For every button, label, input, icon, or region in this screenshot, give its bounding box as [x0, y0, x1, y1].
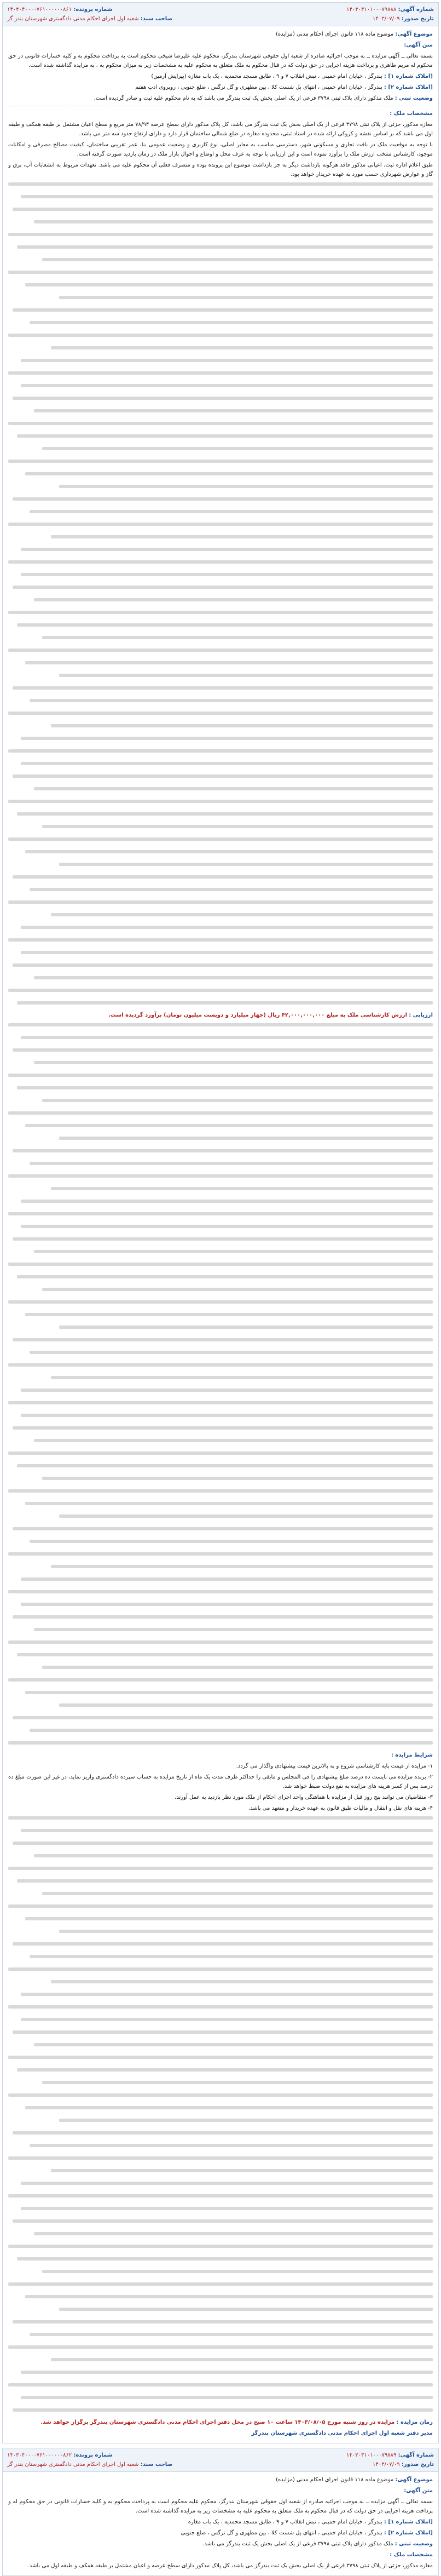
text-line [8, 1514, 433, 1524]
text-line [8, 1263, 433, 1272]
text-line [8, 1300, 433, 1310]
text-line [8, 1023, 433, 1032]
text-line [8, 2371, 433, 2380]
text-line [8, 774, 433, 784]
text-line [8, 510, 433, 519]
text-line [8, 535, 433, 544]
text-line [8, 2219, 433, 2229]
desc-title-line [8, 109, 433, 118]
footer-text: مدیر دفتر شعبه اول اجرای احکام مدنی دادگستری شهرستان بندرگز [251, 2430, 433, 2436]
text-line [8, 1048, 433, 1058]
text-line [8, 1426, 433, 1436]
text-line [8, 2282, 433, 2292]
text-line [8, 1942, 433, 1952]
subject-title: موضوع آگهی: [395, 31, 433, 37]
status-title: وضعیت ثبتی : [394, 95, 433, 101]
text-line [8, 1250, 433, 1259]
text-line [8, 308, 433, 318]
parcel1-line [8, 2517, 433, 2527]
text-line [8, 749, 433, 759]
text-line [8, 863, 433, 872]
text-line [8, 2131, 433, 2141]
parcel2-title: [املاک شماره ۲] : [384, 2530, 433, 2536]
text-line [8, 422, 433, 431]
rule-item: ۲- برنده مزایده می بایست ده درصد مبلغ پیشنهادی را فی المجلس و مابقی را حداکثر ظرف مدت یک ماه از تاریخ مزایده به حساب سپرده دادگستری واریز نماید، در غیر این صورت مبلغ ده درصد پس از کسر هزینه های مزایده به نفع دولت ضبط خواهد شد. [8, 1774, 433, 1789]
text-line [8, 1729, 433, 1738]
text-line [8, 2308, 433, 2317]
text-line [8, 2106, 433, 2115]
text-line [8, 1001, 433, 1011]
text-line [8, 1666, 433, 1675]
text-line [8, 1225, 433, 1234]
text-line [8, 951, 433, 960]
text-line [8, 1892, 433, 1901]
text-line [8, 611, 433, 620]
text-line [8, 397, 433, 406]
desc-title: مشخصات ملک : [390, 111, 433, 117]
text-line [8, 2005, 433, 2015]
parcel2-title: [املاک شماره ۲] : [384, 84, 433, 90]
parcel2-line [8, 2528, 433, 2538]
parcel2-address: بندرگز ، خیابان امام خمینی ، انتهای پل شست کلا ، بین مطهری و گل نرگس ، ضلع جنوبی ، روبروی ادب هفتم [135, 84, 382, 90]
text-line [8, 2068, 433, 2078]
text-line [8, 1967, 433, 1977]
text-line [8, 2408, 433, 2418]
text-line [8, 712, 433, 721]
text-line [8, 497, 433, 507]
text-line [8, 1212, 433, 1221]
body-title-line [8, 2486, 433, 2495]
text-line [8, 1149, 433, 1158]
file-block [7, 5, 112, 14]
text-line [8, 2358, 433, 2367]
text-line [8, 2396, 433, 2405]
text-line [8, 1137, 433, 1146]
file-label: شماره پرونده: [73, 7, 113, 13]
time-text: مزایده در روز شنبه مورخ ۱۴۰۳/۰۸/۰۵ ساعت ۱۰ صبح در محل دفتر اجرای احکام مدنی دادگستری شهرستان بندرگز برگزار خواهد شد. [40, 2419, 395, 2425]
text-line [8, 1741, 433, 1751]
text-line [8, 724, 433, 733]
notice-header [3, 3, 438, 26]
text-line [8, 1904, 433, 1914]
text-line [8, 1036, 433, 1045]
text-line [8, 1854, 433, 1863]
text-line [8, 674, 433, 683]
text-line [8, 913, 433, 922]
seq-block [346, 5, 434, 14]
text-line [8, 371, 433, 381]
page [0, 2, 441, 2569]
notice-header [3, 2448, 438, 2472]
text-line [8, 1326, 433, 1335]
body-text-block [8, 182, 433, 1011]
subject-text: موضوع ماده ۱۱۸ قانون اجرای احکام مدنی (مزایده) [276, 2477, 394, 2483]
text-line [8, 1237, 433, 1247]
text-line [8, 1879, 433, 1889]
text-line [8, 1124, 433, 1133]
desc-title-line [8, 2550, 433, 2560]
office-value: شعبه اول اجرای احکام مدنی دادگستری شهرستان بندر گز [7, 2462, 139, 2468]
text-line [8, 1703, 433, 1713]
text-line [8, 1389, 433, 1398]
text-line [8, 1930, 433, 1939]
text-line [8, 1376, 433, 1385]
text-line [8, 283, 433, 292]
text-line [8, 1414, 433, 1423]
text-line [8, 233, 433, 242]
seq-label: شماره آگهی: [398, 7, 434, 13]
text-line [8, 2093, 433, 2103]
text-line [8, 359, 433, 368]
text-line [8, 888, 433, 897]
intro-paragraph: بسمه تعالی ــ آگهی مزایده ــ به موجب اجرائیه صادره از شعبه اول حقوقی شهرستان بندرگز، محکوم علیه محکوم است به پرداخت محکوم به و کلیه خسارات قانونی در حق محکوم له و پرداخت هزینه اجرایی در حق دولت که در قبال محکوم به ملک متعلق به محکوم علیه به مشخصات زیر به مزایده گذاشته شده است. [8, 2499, 433, 2514]
text-line [8, 1678, 433, 1688]
text-line [8, 1174, 433, 1184]
text-line [8, 1162, 433, 1171]
text-line [8, 926, 433, 935]
text-line [8, 1086, 433, 1095]
file-label: شماره پرونده: [73, 2452, 113, 2458]
text-line [8, 2320, 433, 2330]
text-line [8, 2232, 433, 2241]
text-line [8, 208, 433, 217]
text-line [8, 1603, 433, 1612]
footer-line [8, 2429, 433, 2438]
intro-paragraph: بسمه تعالی ــ آگهی مزایده ــ به موجب اجرائیه صادره از شعبه اول حقوقی شهرستان بندرگز، محکوم علیه علیرضا شیخی محکوم است به پرداخت محکوم به و کلیه خسارات قانونی در حق محکوم له مریم طاهری و پرداخت هزینه اجرایی در حق دولت که در قبال محکوم به ملک متعلق به محکوم علیه به مشخصات زیر به میزان محکوم به ، به مزایده گذاشته شده است. [8, 53, 433, 68]
text-line [8, 1477, 433, 1486]
text-line [8, 2207, 433, 2216]
text-line [8, 963, 433, 973]
header-row-seq [7, 2451, 434, 2460]
text-line [8, 1577, 433, 1587]
text-line [8, 1288, 433, 1297]
text-line [8, 2295, 433, 2304]
price-text: ارزش کارشناسی ملک به مبلغ ۴۲,۰۰۰,۰۰۰,۰۰۰ ریال (چهار میلیارد و دویست میلیون تومان) برآورد گردیده است. [108, 1012, 407, 1018]
header-row-seq [7, 5, 434, 14]
text-line [8, 1074, 433, 1083]
text-line [8, 875, 433, 885]
text-line [8, 737, 433, 746]
text-line [8, 825, 433, 834]
office-block [7, 2460, 172, 2469]
text-line [8, 1829, 433, 1838]
notice-body [3, 2472, 438, 2575]
status-text: ملک مذکور دارای پلاک ثبتی ۳۷۹۸ فرعی از یک اصلی بخش یک ثبت بندرگز می باشد که به نام محکوم علیه ثبت و صادر گردیده است. [94, 95, 393, 101]
text-line [8, 762, 433, 771]
text-line [8, 573, 433, 582]
desc-paragraph-3: طبق اعلام اداره ثبت، اعیانی مذکور فاقد هرگونه بازداشت دیگر به جز بازداشت موضوع این پرونده بوده و متصرف فعلی آن محکوم علیه می باشد. تعهدات مربوط به انشعابات آب، برق و گاز و عوارض شهرداری حسب مورد به عهده خریدار خواهد بود. [8, 162, 433, 177]
parcel1-title: [املاک شماره ۱] : [384, 73, 433, 79]
text-line [8, 2194, 433, 2204]
status-title: وضعیت ثبتی : [394, 2541, 433, 2547]
text-line [8, 812, 433, 822]
text-line [8, 523, 433, 532]
header-row-office [7, 2460, 434, 2469]
body-title: متن آگهی: [404, 42, 433, 48]
text-line [8, 800, 433, 809]
header-row-office [7, 14, 434, 24]
body-title-line [8, 41, 433, 50]
text-line [8, 2333, 433, 2342]
subject-text: موضوع ماده ۱۱۸ قانون اجرای احکام مدنی (مزایده) [276, 31, 394, 37]
text-line [8, 1439, 433, 1448]
text-line [8, 1716, 433, 1725]
text-line [8, 2018, 433, 2027]
body-title: متن آگهی: [404, 2488, 433, 2494]
text-line [8, 1628, 433, 1637]
text-line [8, 334, 433, 343]
text-line [8, 686, 433, 696]
text-line [8, 598, 433, 607]
office-value: شعبه اول اجرای احکام مدنی دادگستری شهرستان بندر گز [7, 16, 139, 22]
text-line [8, 1464, 433, 1473]
price-line [8, 1011, 433, 1020]
text-line [8, 1099, 433, 1108]
desc-paragraph-2: با توجه به موقعیت ملک در بافت تجاری و مسکونی شهر، دسترسی مناسب به معابر اصلی، نوع کاربری و وضعیت عمومی بنا، عمر تقریبی ساختمان، کیفیت مصالح مصرفی و امکانات موجود، کارشناس منتخب ارزش ملک را برآورد نموده است و این ارزیابی با توجه به عرف محل و اوضاع و احوال بازار ملک در زمان بازدید صورت گرفته است. [8, 142, 433, 157]
rules-title-line [8, 1751, 433, 1760]
text-line [8, 2081, 433, 2090]
text-line [8, 1640, 433, 1650]
text-line [8, 2043, 433, 2052]
date-value: ۱۴۰۳/۰۷/۰۹ [372, 2462, 400, 2468]
status-text: ملک مذکور دارای پلاک ثبتی ۳۷۹۸ فرعی از یک اصلی بخش یک ثبت بندرگز می باشد. [202, 2541, 393, 2547]
text-line [8, 2169, 433, 2178]
date-label: تاریخ صدور: [401, 16, 434, 22]
text-line [8, 1841, 433, 1851]
text-line [8, 1401, 433, 1410]
text-line [8, 1615, 433, 1625]
text-line [8, 1489, 433, 1499]
text-line [8, 1955, 433, 1964]
text-line [8, 1565, 433, 1574]
text-line [8, 346, 433, 355]
text-line [8, 2270, 433, 2279]
text-line [8, 271, 433, 280]
seq-value: ۱۴۰۳۰۳۱۰۱۰۰۰۷۹۸۸۹ [346, 2452, 397, 2458]
notice-body [3, 26, 438, 2443]
subject-title: موضوع آگهی: [395, 2477, 433, 2483]
text-line [8, 472, 433, 481]
text-line [8, 485, 433, 494]
status-line [8, 94, 433, 103]
notice-card [2, 2448, 439, 2576]
text-line [8, 623, 433, 633]
file-value: ۱۴۰۳۰۴۰۰۰۰۷۶۱۰۰۰۰۰۰۸۶۲ [7, 2452, 72, 2458]
text-line [8, 560, 433, 570]
desc-paragraph-1: مغازه مذکور، جزئی از پلاک ثبتی ۳۷۹۸ فرعی از یک اصلی بخش یک ثبت بندرگز می باشد، کل پلاک مذکور دارای سطح عرصه و اعیان مشتمل بر طبقه همکف و طبقه اول می باشد. [27, 2563, 433, 2569]
text-line [8, 989, 433, 998]
text-line [8, 2257, 433, 2267]
text-line [8, 409, 433, 418]
date-label: تاریخ صدور: [401, 2462, 434, 2468]
time-line [8, 2418, 433, 2427]
text-line [8, 2144, 433, 2153]
date-value: ۱۴۰۳/۰۷/۰۹ [372, 16, 400, 22]
text-line [8, 1187, 433, 1196]
text-line [8, 900, 433, 910]
text-line [8, 1061, 433, 1070]
text-line [8, 649, 433, 658]
text-line [8, 1980, 433, 1989]
text-line [8, 1816, 433, 1826]
parcel1-address: بندرگز ، خیابان امام خمینی ، نبش انقلاب ۷ و ۹ ، طابق مسجد محمدیه ، یک باب مغازه [188, 2519, 382, 2525]
rule-item: ۱- مزایده از قیمت پایه کارشناسی شروع و به بالاترین قیمت پیشنهادی واگذار می گردد. [236, 1763, 433, 1769]
text-line [8, 636, 433, 645]
text-line [8, 384, 433, 393]
text-line [8, 586, 433, 595]
text-line [8, 548, 433, 557]
text-line [8, 220, 433, 230]
text-line [8, 1691, 433, 1700]
date-block [373, 2460, 434, 2469]
text-line [8, 182, 433, 192]
text-line [8, 1552, 433, 1562]
text-line [8, 1111, 433, 1121]
text-line [8, 195, 433, 204]
parcel1-address: بندرگز ، خیابان امام خمینی ، نبش انقلاب ۷ و ۹ ، طابق مسجد محمدیه ، یک باب مغازه (پیرایش آرمین) [151, 73, 382, 79]
text-line [8, 837, 433, 847]
text-line [8, 699, 433, 708]
office-label: صاحب سند: [140, 2462, 173, 2468]
text-line [8, 1993, 433, 2002]
desc-paragraph-1: مغازه مذکور، جزئی از پلاک ثبتی ۳۷۹۸ فرعی از یک اصلی بخش یک ثبت بندرگز می باشد، کل پلاک مذکور دارای سطح عرصه ۷۸/۹۳ متر مربع و سطح اعیان مشتمل بر طبقه همکف و طبقه اول می باشد که بر اساس نقشه و کروکی ارائه شده در اسناد ثبتی، محدوده مغازه در ضلع شمالی ساختمان قرار دارد و دارای ارتفاع حدود سه متر می باشد. [8, 122, 433, 137]
file-value: ۱۴۰۳۰۴۰۰۰۰۷۶۱۰۰۰۰۰۰۸۶۱ [7, 7, 72, 13]
text-line [8, 1338, 433, 1347]
text-line [8, 1502, 433, 1511]
text-line [8, 976, 433, 985]
text-line [8, 2119, 433, 2128]
text-line [8, 1363, 433, 1373]
text-line [8, 1540, 433, 1549]
text-line [8, 1451, 433, 1461]
text-line [8, 2245, 433, 2254]
time-title: زمان مزایده : [396, 2419, 433, 2425]
text-line [8, 1867, 433, 1876]
text-line [8, 661, 433, 670]
text-line [8, 245, 433, 255]
text-line [8, 1313, 433, 1322]
office-block [7, 14, 172, 24]
text-line [8, 1351, 433, 1360]
notice-card [2, 2, 439, 2443]
date-block [373, 14, 434, 24]
text-line [8, 1590, 433, 1599]
file-block [7, 2451, 112, 2460]
parcel2-line [8, 83, 433, 92]
text-line [8, 434, 433, 444]
text-line [8, 1275, 433, 1284]
text-line [8, 850, 433, 859]
text-line [8, 938, 433, 948]
text-line [8, 460, 433, 469]
text-line [8, 2182, 433, 2191]
rule-item: ۳- متقاضیان می توانند پنج روز قبل از مزایده با هماهنگی واحد اجرای احکام از ملک مورد نظر بازدید به عمل آورند. [175, 1794, 433, 1800]
office-label: صاحب سند: [140, 16, 173, 22]
text-line [8, 1653, 433, 1662]
text-line [8, 1527, 433, 1536]
subject-line [8, 30, 433, 39]
text-line [8, 447, 433, 456]
seq-block [346, 2451, 434, 2460]
status-line [8, 2539, 433, 2549]
rule-item: ۴- هزینه های نقل و انتقال و مالیات طبق قانون به عهده خریدار و متعهد می باشد. [248, 1805, 433, 1811]
desc-title: مشخصات ملک : [390, 2552, 433, 2558]
text-line [8, 2156, 433, 2166]
parcel1-title: [املاک شماره ۱] : [384, 2519, 433, 2525]
price-title: ارزیابی : [409, 1012, 433, 1018]
seq-value: ۱۴۰۳۰۳۱۰۱۰۰۰۷۹۸۸۸ [346, 7, 397, 13]
text-line [8, 2345, 433, 2355]
rules-title: شرایط مزایده : [391, 1752, 433, 1758]
body-text-block [8, 1816, 433, 2418]
parcel2-address: بندرگز ، خیابان امام خمینی ، انتهای پل شست کلا ، بین مطهری و گل نرگس ، ضلع جنوبی [181, 2530, 382, 2536]
subject-line [8, 2475, 433, 2485]
text-line [8, 787, 433, 796]
text-line [8, 2030, 433, 2040]
text-line [8, 321, 433, 330]
body-text-block [8, 1023, 433, 1751]
text-line [8, 1917, 433, 1926]
text-line [8, 296, 433, 305]
text-line [8, 1200, 433, 1209]
text-line [8, 2383, 433, 2393]
seq-label: شماره آگهی: [398, 2452, 434, 2458]
text-line [8, 2056, 433, 2065]
text-line [8, 258, 433, 267]
parcel1-line [8, 72, 433, 81]
